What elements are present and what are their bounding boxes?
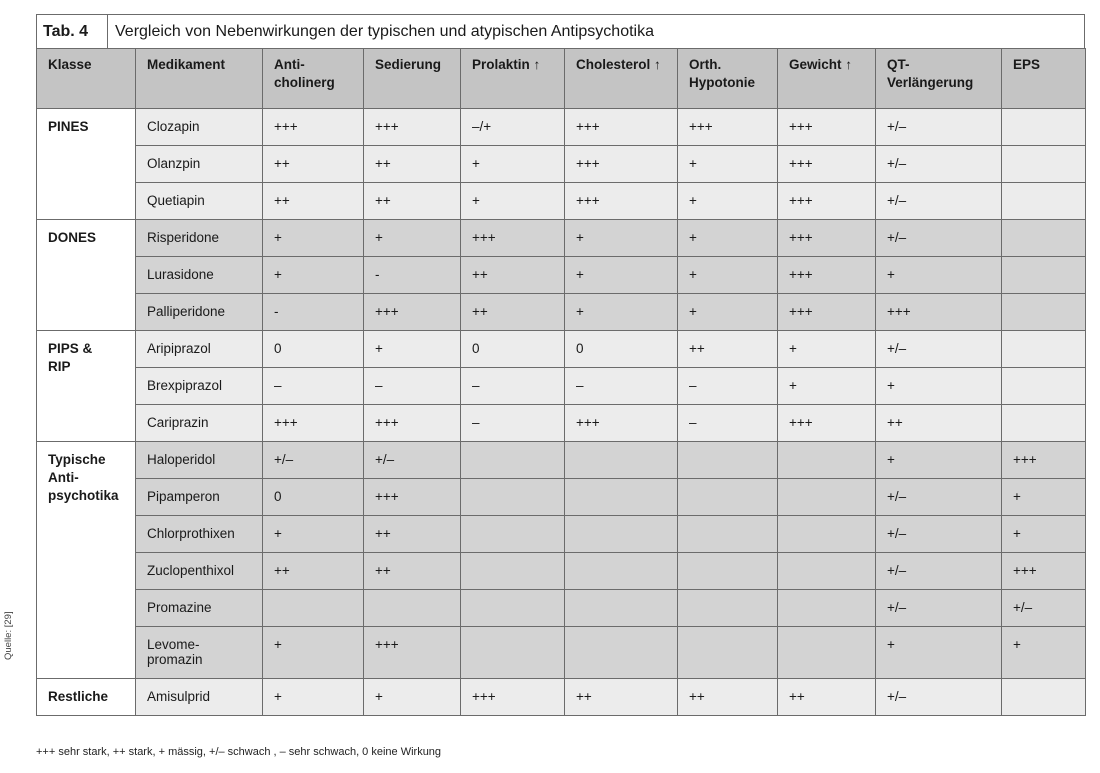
value-cell: +/–	[876, 220, 1002, 257]
value-cell: +/–	[364, 442, 461, 479]
value-cell	[565, 590, 678, 627]
table-row	[37, 442, 1086, 479]
value-cell: +++	[778, 220, 876, 257]
drug-cell: Aripiprazol	[136, 331, 263, 368]
value-cell: +++	[778, 146, 876, 183]
value-cell: +	[364, 220, 461, 257]
value-cell	[565, 627, 678, 679]
value-cell	[678, 627, 778, 679]
drug-cell: Zuclopenthixol	[136, 553, 263, 590]
value-cell: ++	[461, 294, 565, 331]
value-cell: ++	[364, 553, 461, 590]
class-cell: PINES	[37, 109, 136, 220]
value-cell	[1002, 183, 1086, 220]
value-cell	[678, 442, 778, 479]
value-cell: 0	[461, 331, 565, 368]
column-header: Orth. Hypotonie	[678, 49, 778, 109]
value-cell: +	[678, 146, 778, 183]
table-number: Tab. 4	[37, 15, 108, 48]
drug-cell: Palliperidone	[136, 294, 263, 331]
value-cell: +	[565, 220, 678, 257]
value-cell: +++	[364, 479, 461, 516]
value-cell	[1002, 220, 1086, 257]
drug-cell: Levome- promazin	[136, 627, 263, 679]
column-header: Cholesterol ↑	[565, 49, 678, 109]
value-cell: +++	[778, 294, 876, 331]
value-cell: +/–	[876, 331, 1002, 368]
value-cell: +	[678, 183, 778, 220]
value-cell: -	[263, 294, 364, 331]
drug-cell: Risperidone	[136, 220, 263, 257]
drug-cell: Amisulprid	[136, 679, 263, 716]
value-cell: +	[263, 220, 364, 257]
table-body	[37, 109, 1086, 716]
value-cell	[461, 627, 565, 679]
value-cell: +/–	[876, 109, 1002, 146]
drug-cell: Haloperidol	[136, 442, 263, 479]
column-header: EPS	[1002, 49, 1086, 109]
value-cell: +	[678, 257, 778, 294]
value-cell: +++	[364, 294, 461, 331]
table-row	[37, 368, 1086, 405]
table-row	[37, 331, 1086, 368]
value-cell: +	[263, 516, 364, 553]
value-cell	[461, 442, 565, 479]
value-cell: +	[778, 368, 876, 405]
value-cell: ++	[678, 679, 778, 716]
value-cell: +++	[778, 109, 876, 146]
value-cell: +++	[565, 405, 678, 442]
table-row	[37, 479, 1086, 516]
column-header: Anti- cholinerg	[263, 49, 364, 109]
value-cell: +	[1002, 479, 1086, 516]
value-cell: +	[876, 442, 1002, 479]
value-cell: –	[565, 368, 678, 405]
column-header: QT- Verlängerung	[876, 49, 1002, 109]
value-cell: +++	[1002, 553, 1086, 590]
class-cell: PIPS & RIP	[37, 331, 136, 442]
value-cell	[1002, 109, 1086, 146]
value-cell	[1002, 294, 1086, 331]
value-cell: +	[263, 679, 364, 716]
value-cell: –	[678, 405, 778, 442]
value-cell	[565, 516, 678, 553]
drug-cell: Promazine	[136, 590, 263, 627]
table-row	[37, 679, 1086, 716]
table-row	[37, 220, 1086, 257]
value-cell: +	[876, 627, 1002, 679]
table-row	[37, 405, 1086, 442]
class-cell: Restliche	[37, 679, 136, 716]
value-cell: +	[263, 627, 364, 679]
value-cell	[565, 479, 678, 516]
value-cell	[1002, 257, 1086, 294]
table-row	[37, 590, 1086, 627]
table-frame	[36, 14, 1085, 716]
value-cell: +	[876, 257, 1002, 294]
table-title: Vergleich von Nebenwirkungen der typischen und atypischen Antipsychotika	[115, 22, 654, 40]
value-cell: +++	[778, 405, 876, 442]
drug-cell: Quetiapin	[136, 183, 263, 220]
value-cell: +/–	[876, 553, 1002, 590]
value-cell: +/–	[263, 442, 364, 479]
table-row	[37, 146, 1086, 183]
value-cell: +/–	[876, 590, 1002, 627]
drug-cell: Clozapin	[136, 109, 263, 146]
column-header: Prolaktin ↑	[461, 49, 565, 109]
value-cell	[565, 553, 678, 590]
value-cell: 0	[263, 479, 364, 516]
value-cell: +	[461, 183, 565, 220]
value-cell: +	[678, 220, 778, 257]
value-cell: +	[364, 331, 461, 368]
value-cell	[461, 516, 565, 553]
table-caption	[36, 14, 1085, 48]
value-cell	[364, 590, 461, 627]
class-cell: Typische Anti- psychotika	[37, 442, 136, 679]
value-cell: 0	[565, 331, 678, 368]
column-header: Sedierung	[364, 49, 461, 109]
legend-note: +++ sehr stark, ++ stark, + mässig, +/– schwach , – sehr schwach, 0 keine Wirkung	[36, 746, 442, 758]
value-cell: +++	[678, 109, 778, 146]
table-row	[37, 627, 1086, 679]
value-cell: +	[778, 331, 876, 368]
value-cell: +++	[364, 627, 461, 679]
source-note: Quelle: [29]	[3, 611, 14, 660]
value-cell: -	[364, 257, 461, 294]
drug-cell: Lurasidone	[136, 257, 263, 294]
value-cell: ++	[678, 331, 778, 368]
value-cell: +/–	[876, 516, 1002, 553]
value-cell: +	[1002, 516, 1086, 553]
value-cell	[678, 516, 778, 553]
value-cell: –	[263, 368, 364, 405]
value-cell	[1002, 679, 1086, 716]
drug-cell: Chlorprothixen	[136, 516, 263, 553]
drug-cell: Pipamperon	[136, 479, 263, 516]
value-cell: –	[461, 368, 565, 405]
value-cell: ++	[364, 516, 461, 553]
value-cell	[1002, 146, 1086, 183]
drug-cell: Olanzpin	[136, 146, 263, 183]
value-cell	[778, 516, 876, 553]
side-effects-table	[36, 48, 1086, 716]
value-cell	[678, 553, 778, 590]
value-cell: +++	[263, 405, 364, 442]
value-cell: +++	[876, 294, 1002, 331]
value-cell	[1002, 331, 1086, 368]
value-cell: +/–	[876, 479, 1002, 516]
value-cell: +	[461, 146, 565, 183]
value-cell: +	[364, 679, 461, 716]
value-cell	[1002, 405, 1086, 442]
value-cell	[461, 479, 565, 516]
value-cell: ++	[364, 183, 461, 220]
drug-cell: Cariprazin	[136, 405, 263, 442]
value-cell: ++	[263, 183, 364, 220]
value-cell: +	[876, 368, 1002, 405]
column-header: Klasse	[37, 49, 136, 109]
value-cell: +/–	[876, 183, 1002, 220]
value-cell	[778, 590, 876, 627]
value-cell	[1002, 368, 1086, 405]
value-cell	[778, 479, 876, 516]
value-cell: +	[565, 294, 678, 331]
value-cell	[778, 442, 876, 479]
value-cell: +++	[778, 183, 876, 220]
value-cell: +/–	[876, 679, 1002, 716]
value-cell: –	[364, 368, 461, 405]
header-row	[37, 49, 1086, 109]
value-cell	[461, 553, 565, 590]
value-cell: +++	[565, 183, 678, 220]
value-cell: +	[263, 257, 364, 294]
value-cell: +++	[364, 405, 461, 442]
value-cell: ++	[364, 146, 461, 183]
value-cell	[263, 590, 364, 627]
value-cell	[778, 627, 876, 679]
table-row	[37, 553, 1086, 590]
table-row	[37, 516, 1086, 553]
value-cell: +++	[778, 257, 876, 294]
value-cell	[461, 590, 565, 627]
value-cell: ++	[778, 679, 876, 716]
class-cell: DONES	[37, 220, 136, 331]
value-cell: ++	[461, 257, 565, 294]
value-cell: –	[461, 405, 565, 442]
column-header: Gewicht ↑	[778, 49, 876, 109]
value-cell: –	[678, 368, 778, 405]
value-cell: +	[565, 257, 678, 294]
value-cell: –/+	[461, 109, 565, 146]
value-cell: +	[678, 294, 778, 331]
value-cell: +++	[565, 109, 678, 146]
value-cell: +++	[263, 109, 364, 146]
value-cell	[678, 590, 778, 627]
value-cell: +/–	[1002, 590, 1086, 627]
value-cell: +++	[1002, 442, 1086, 479]
value-cell: 0	[263, 331, 364, 368]
value-cell	[778, 553, 876, 590]
table-row	[37, 183, 1086, 220]
value-cell: +	[1002, 627, 1086, 679]
value-cell: +++	[364, 109, 461, 146]
column-header: Medikament	[136, 49, 263, 109]
value-cell: ++	[876, 405, 1002, 442]
value-cell: +++	[461, 220, 565, 257]
table-row	[37, 257, 1086, 294]
value-cell: +++	[461, 679, 565, 716]
table-row	[37, 109, 1086, 146]
value-cell: +++	[565, 146, 678, 183]
value-cell: ++	[263, 146, 364, 183]
value-cell	[565, 442, 678, 479]
value-cell	[678, 479, 778, 516]
value-cell: ++	[263, 553, 364, 590]
value-cell: ++	[565, 679, 678, 716]
drug-cell: Brexpiprazol	[136, 368, 263, 405]
table-row	[37, 294, 1086, 331]
value-cell: +/–	[876, 146, 1002, 183]
